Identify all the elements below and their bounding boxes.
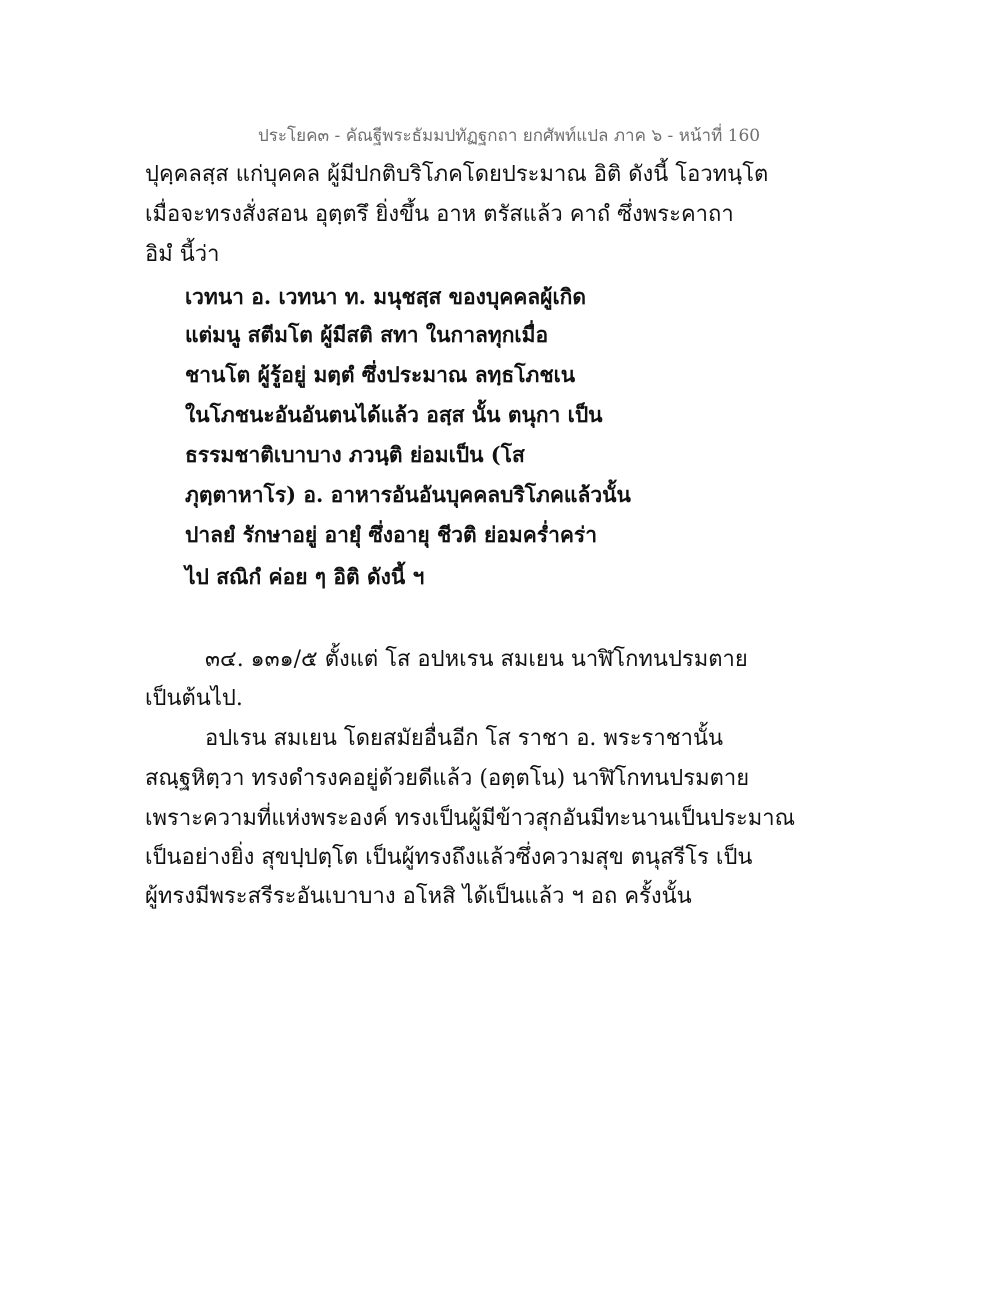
intro-line-3: อิมํ นี้ว่า [145,242,220,267]
intro-line-2: เมื่อจะทรงสั่งสอน อุตฺตรึ ยิ่งขึ้น อาห ตรัสแล้ว คาถํ ซึ่งพระคาถา [145,202,734,227]
body-line-3: เพราะความที่แห่งพระองค์ ทรงเป็นผู้มีข้าวสุกอันมีทะนานเป็นประมาณ [145,806,796,831]
section-heading: ๓๔. ๑๓๑/๕ ตั้งแต่ โส อปหเรน สมเยน นาฬิโกทนปรมตาย [205,647,748,672]
page-header: ประโยค๓ - คัณฐีพระธัมมปทัฏฐกถา ยกศัพท์แปล ภาค ๖ - หน้าที่ 160 [258,126,761,146]
body-line-1: อปเรน สมเยน โดยสมัยอื่นอีก โส ราชา อ. พระราชานั้น [205,726,724,751]
verse-line-3: ชานโต ผู้รู้อยู่ มตฺตํ ซึ่งประมาณ ลทฺธโภชเน [185,362,576,387]
verse-line-5: ธรรมชาติเบาบาง ภวนฺติ ย่อมเป็น (โส [185,442,525,467]
verse-line-1: เวทนา อ. เวทนา ท. มนุชสฺส ของบุคคลผู้เกิด [185,284,586,309]
section-heading-continued: เป็นต้นไป. [145,686,243,711]
verse-line-4: ในโภชนะอันอันตนได้แล้ว อสฺส นั้น ตนุกา เป็น [185,402,603,427]
body-line-2: สณฺฐหิตฺวา ทรงดำรงคอยู่ด้วยดีแล้ว (อตฺตโน) นาฬิโกทนปรมตาย [145,766,750,791]
body-line-5: ผู้ทรงมีพระสรีระอันเบาบาง อโหสิ ได้เป็นแล้ว ฯ อถ ครั้งนั้น [145,884,692,909]
verse-line-2: แต่มนู สตีมโต ผู้มีสติ สทา ในกาลทุกเมื่อ [185,322,549,347]
verse-line-7: ปาลยํ รักษาอยู่ อายุํ ซึ่งอายุ ชีวติ ย่อมคร่ำคร่า [185,522,598,547]
intro-line-1: ปุคฺคลสฺส แก่บุคคล ผู้มีปกติบริโภคโดยประมาณ อิติ ดังนี้ โอวทนฺโต [145,162,769,187]
verse-line-8: ไป สณิกํ ค่อย ๆ อิติ ดังนี้ ฯ [185,564,425,589]
body-line-4: เป็นอย่างยิ่ง สุขปฺปตฺโต เป็นผู้ทรงถึงแล้วซึ่งความสุข ตนุสรีโร เป็น [145,845,753,870]
verse-line-6: ภุตฺตาหาโร) อ. อาหารอันอันบุคคลบริโภคแล้วนั้น [185,482,631,507]
